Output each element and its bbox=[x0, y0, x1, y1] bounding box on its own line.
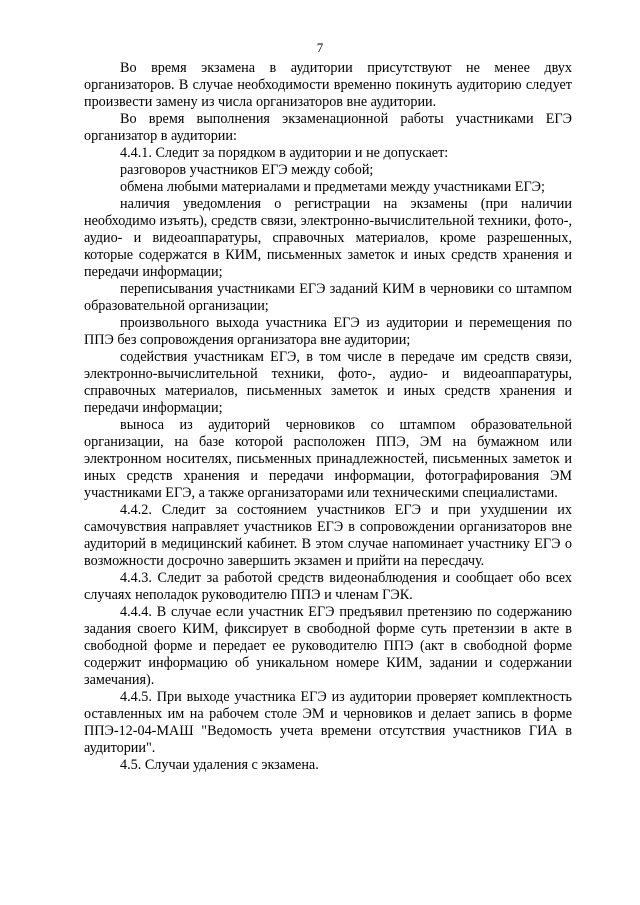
paragraph-no-exchange: обмена любыми материалами и предметами между участниками ЕГЭ; bbox=[120, 179, 545, 195]
paragraph-4-4-1: 4.4.1. Следит за порядком в аудитории и не допускает: bbox=[120, 145, 449, 161]
paragraph-4-5: 4.5. Случаи удаления с экзамена. bbox=[120, 757, 319, 773]
paragraph-no-copying: переписывания участниками ЕГЭ заданий КИМ в черновики со штампом образовательной организации; bbox=[84, 281, 572, 314]
document-body bbox=[84, 60, 572, 774]
page-number: 7 bbox=[316, 40, 324, 55]
paragraph-organizer-duties-intro: Во время выполнения экзаменационной работы участниками ЕГЭ организатор в аудитории: bbox=[84, 111, 572, 144]
paragraph-no-talking: разговоров участников ЕГЭ между собой; bbox=[120, 162, 374, 178]
paragraph-no-removal: выноса из аудиторий черновиков со штампом образовательной организации, на базе которой расположен ППЭ, ЭМ на бумажном или электронном носителях, письменных принадлежностей, письменных заметок и иных средств хранения и передачи информации, фотографирования ЭМ участниками ЕГЭ, а также организаторами или техническими специалистами. bbox=[84, 417, 572, 501]
paragraph-exam-organizers: Во время экзамена в аудитории присутствуют не менее двух организаторов. В случае необходимости временно покинуть аудиторию следует произвести замену из числа организаторов вне аудитории. bbox=[84, 60, 572, 110]
paragraph-4-4-5: 4.4.5. При выходе участника ЕГЭ из аудитории проверяет комплектность оставленных им на рабочем столе ЭМ и черновиков и делает запись в форме ППЭ-12-04-МАШ "Ведомость учета времени отсутствия участников ГИА в аудитории". bbox=[84, 689, 572, 756]
paragraph-no-assistance: содействия участникам ЕГЭ, в том числе в передаче им средств связи, электронно-вычислительной техники, фото-, аудио- и видеоаппаратуры, справочных материалов, письменных заметок и иных средств хранения и передачи информации; bbox=[84, 349, 572, 416]
paragraph-no-devices: наличия уведомления о регистрации на экзамены (при наличии необходимо изъять), средств связи, электронно-вычислительной техники, фото-, аудио- и видеоаппаратуры, справочных материалов, кроме разрешенных, которые содержатся в КИМ, письменных заметок и иных средств хранения и передачи информации; bbox=[84, 196, 572, 280]
paragraph-4-4-3: 4.4.3. Следит за работой средств видеонаблюдения и сообщает обо всех случаях неполадок руководителю ППЭ и членам ГЭК. bbox=[84, 570, 572, 603]
paragraph-4-4-4: 4.4.4. В случае если участник ЕГЭ предъявил претензию по содержанию задания своего КИМ, фиксирует в свободной форме суть претензии в акте в свободной форме и передает ее руководителю ППЭ (акт в свободной форме содержит информацию об уникальном номере КИМ, задании и содержании замечания). bbox=[84, 604, 572, 688]
paragraph-no-leaving: произвольного выхода участника ЕГЭ из аудитории и перемещения по ППЭ без сопровождения организатора вне аудитории; bbox=[84, 315, 572, 348]
paragraph-4-4-2: 4.4.2. Следит за состоянием участников ЕГЭ и при ухудшении их самочувствия направляет участников ЕГЭ в сопровождении организаторов вне аудиторий в медицинский кабинет. В этом случае напоминает участнику ЕГЭ о возможности досрочно завершить экзамен и прийти на пересдачу. bbox=[84, 502, 572, 569]
